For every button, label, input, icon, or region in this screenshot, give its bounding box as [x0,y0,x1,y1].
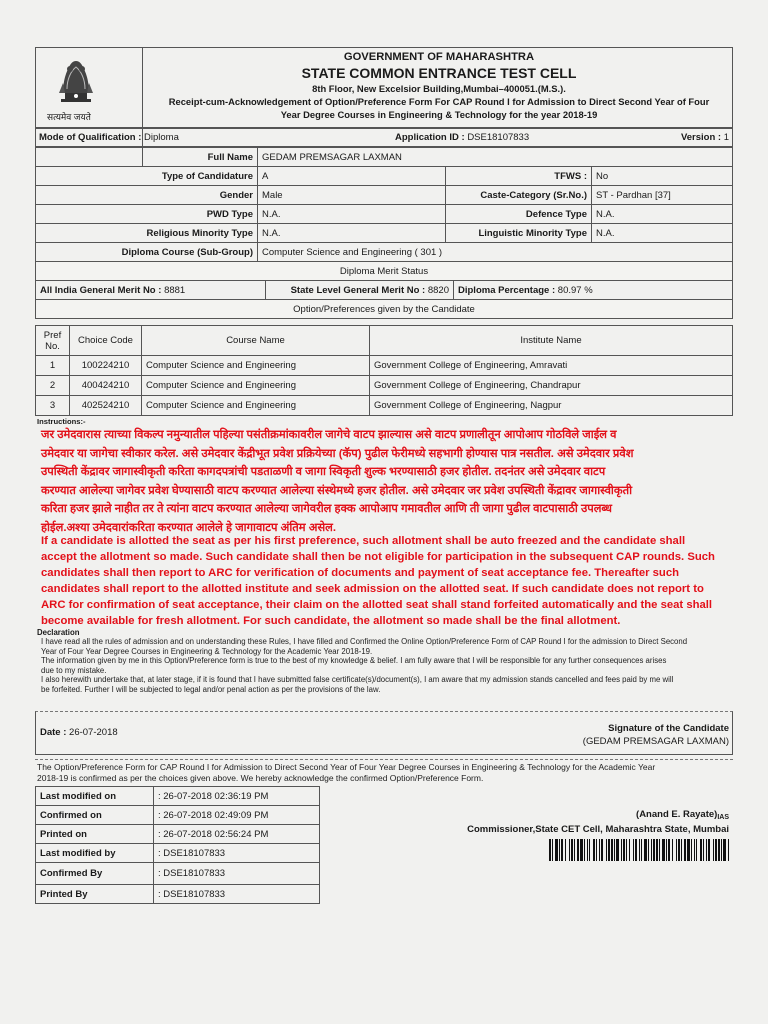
instructions-english: If a candidate is allotted the seat as per his first preference, such allotment shall be auto freezed and the candidate shall accept the allotment so made. Such candidate shall then be not eligible for participation in the subsequent CAP rounds. Such candidates shall then report to ARC for verification of documents and payment of seat acceptance fee. Thereafter such candidates shall report to the allotted institute and seek admission on the allotted seat. If such candidate does not report to ARC for confirmation of seat acceptance, their claim on the allotted seat shall stand forfeited automatically and the seat shall become available for fresh allotment. For such candidate, the allotment so made shall be the final allotment. [41,535,715,627]
pwd-value: N.A. [258,205,446,224]
caste-value: ST - Pardhan [37] [592,186,733,205]
candidature-label: Type of Candidature [36,167,258,186]
meta-label: Confirmed on [36,806,154,825]
course-name: Computer Science and Engineering [142,356,370,376]
meta-value: : 26-07-2018 02:49:09 PM [154,806,320,825]
commissioner-title: Commissioner,State CET Cell, Maharashtra State, Mumbai [467,824,729,835]
gender-label: Gender [36,186,258,205]
institute-name: Government College of Engineering, Amravati [370,356,733,376]
choice-code-header: Choice Code [70,326,142,356]
receipt-page [35,41,733,913]
merit-status-title: Diploma Merit Status [36,262,733,281]
choice-code: 402524210 [70,396,142,416]
tfws-value: No [592,167,733,186]
choice-code: 400424210 [70,376,142,396]
version: Version : 1 [680,132,729,143]
diploma-percentage: Diploma Percentage : 80.97 % [454,281,733,300]
signature-label: Signature of the Candidate [608,723,729,734]
meta-value: : DSE18107833 [154,844,320,863]
pref-no: 1 [36,356,70,376]
meta-label: Printed By [36,885,154,904]
application-id: Application ID : DSE18107833 [395,132,530,143]
pref-no: 3 [36,396,70,416]
receipt-line-2: Year Degree Courses in Engineering & Technology for the year 2018-19 [280,109,598,120]
declaration-text: I have read all the rules of admission and on understanding these Rules, I have filled and Confirmed the Online Option/Preference Form of CAP Round I for the admission to Direct Second Year of Four Year Degree Courses in Engineering & Technology for the Academic Year 2018-19. The information given by me in this Option/Preference form is true to the best of my knowledge & belief. I am fully aware that I will be responsible for any further consequences arises due to my mistake. I also herewith undertake that, at later stage, if it is found that I have submitted false certificate(s)/document(s), I am aware that my admission stands cancelled and fees paid by me will be forfeited. Further I will be subjected to legal and/or penal action as per the provisions of the law. [41,637,688,694]
pwd-label: PWD Type [36,205,258,224]
acknowledgement-text: The Option/Preference Form for CAP Round I for Admission to Direct Second Year of Four Year Degree Courses in Engineering & Technology for the Academic Year 2018-19 is confirmed as per the choices given above. We hereby acknowledge the confirmed Option/Preference Form. [37,762,656,783]
choice-code: 100224210 [70,356,142,376]
defence-value: N.A. [592,205,733,224]
religious-label: Religious Minority Type [36,224,258,243]
merit-row [35,280,733,319]
diploma-course-label: Diploma Course (Sub-Group) [36,243,258,262]
govt-title: GOVERNMENT OF MAHARASHTRA [343,51,535,63]
pref-no-header: Pref No. [36,326,70,356]
sign-date: Date : 26-07-2018 [40,727,118,738]
options-title: Option/Preferences given by the Candidate [36,300,733,319]
meta-table [35,786,320,904]
institute-name: Government College of Engineering, Nagpur [370,396,733,416]
instructions-marathi: जर उमेदवारास त्याच्या विकल्प नमुन्यातील पहिल्या पसंतीक्रमांकावरील जागेचे वाटप झाल्यास असे वाटप प्रणालीतून आपोआप गोठविले जाईल व उमेदवार या जागेचा स्वीकार करेल. असे उमेदवार केंद्रीभूत प्रवेश प्रक्रियेच्या (कॅप) पुढील फेरीमध्ये सहभागी होण्यास पात्र नसतील. असे उमेदवार प्रवेश उपस्थिती केंद्रावर जागास्वीकृती करिता कागदपत्रांची पडताळणी व जागा स्विकृती शुल्क भरण्यासाठी हजर होतील. तदनंतर असे उमेदवार वाटप करण्यात आलेल्या जागेवर प्रवेश घेण्यासाठी वाटप करण्यात आलेल्या संस्थेमध्ये हजर होतील. असे उमेदवार जर प्रवेश उपस्थिती केंद्रावर जागास्वीकृती करिता हजर झाले नाहीत तर ते त्यांना वाटप करण्यात आलेल्या जागेवरील हक्क आपोआप गमावतील आणि ती जागा पुढील वाटपासाठी उपलब्ध होईल.अश्या उमेदवारांकरिता करण्यात आलेले हे जागावाटप अंतिम असेल. [41,429,634,534]
course-name: Computer Science and Engineering [142,376,370,396]
meta-value: : 26-07-2018 02:56:24 PM [154,825,320,844]
meta-value: : DSE18107833 [154,863,320,885]
meta-label: Last modified by [36,844,154,863]
signature-name: (GEDAM PREMSAGAR LAXMAN) [582,736,729,747]
full-name-value: GEDAM PREMSAGAR LAXMAN [258,148,733,167]
course-name: Computer Science and Engineering [142,396,370,416]
preferences-table [35,325,733,416]
caste-label: Caste-Category (Sr.No.) [446,186,592,205]
defence-label: Defence Type [446,205,592,224]
tfws-label: TFWS : [446,167,592,186]
meta-label: Printed on [36,825,154,844]
meta-value: : DSE18107833 [154,885,320,904]
institute-name: Government College of Engineering, Chandrapur [370,376,733,396]
candidate-details [35,147,733,281]
mode-of-qualification: Mode of Qualification : Diploma [39,132,179,143]
institute-name-header: Institute Name [370,326,733,356]
state-level-merit: State Level General Merit No : 8820 [266,281,454,300]
all-india-merit: All India General Merit No : 8881 [36,281,266,300]
gender-value: Male [258,186,446,205]
emblem-motto: सत्यमेव जयते [47,112,91,122]
linguistic-value: N.A. [592,224,733,243]
barcode-icon [549,839,729,861]
linguistic-label: Linguistic Minority Type [446,224,592,243]
address: 8th Floor, New Excelsior Building,Mumbai–400051.(M.S.). [312,83,566,94]
cut-line [35,759,733,760]
full-name-label: Full Name [36,148,258,167]
instructions-title: Instructions:- [37,417,86,426]
commissioner-name: (Anand E. $Rayate)_{IAS}$ [636,809,729,821]
candidature-value: A [258,167,446,186]
meta-label: Last modified on [36,787,154,806]
diploma-course-value: Computer Science and Engineering ( 301 ) [258,243,733,262]
course-name-header: Course Name [142,326,370,356]
cell-title: STATE COMMON ENTRANCE TEST CELL [301,65,577,81]
declaration-title: Declaration [37,628,80,637]
meta-label: Confirmed By [36,863,154,885]
meta-value: : 26-07-2018 02:36:19 PM [154,787,320,806]
pref-no: 2 [36,376,70,396]
religious-value: N.A. [258,224,446,243]
receipt-line-1: Receipt-cum-Acknowledgement of Option/Preference Form For CAP Round I for Admission to Direct Second Year of Four [168,96,710,107]
state-emblem-icon [47,53,103,113]
